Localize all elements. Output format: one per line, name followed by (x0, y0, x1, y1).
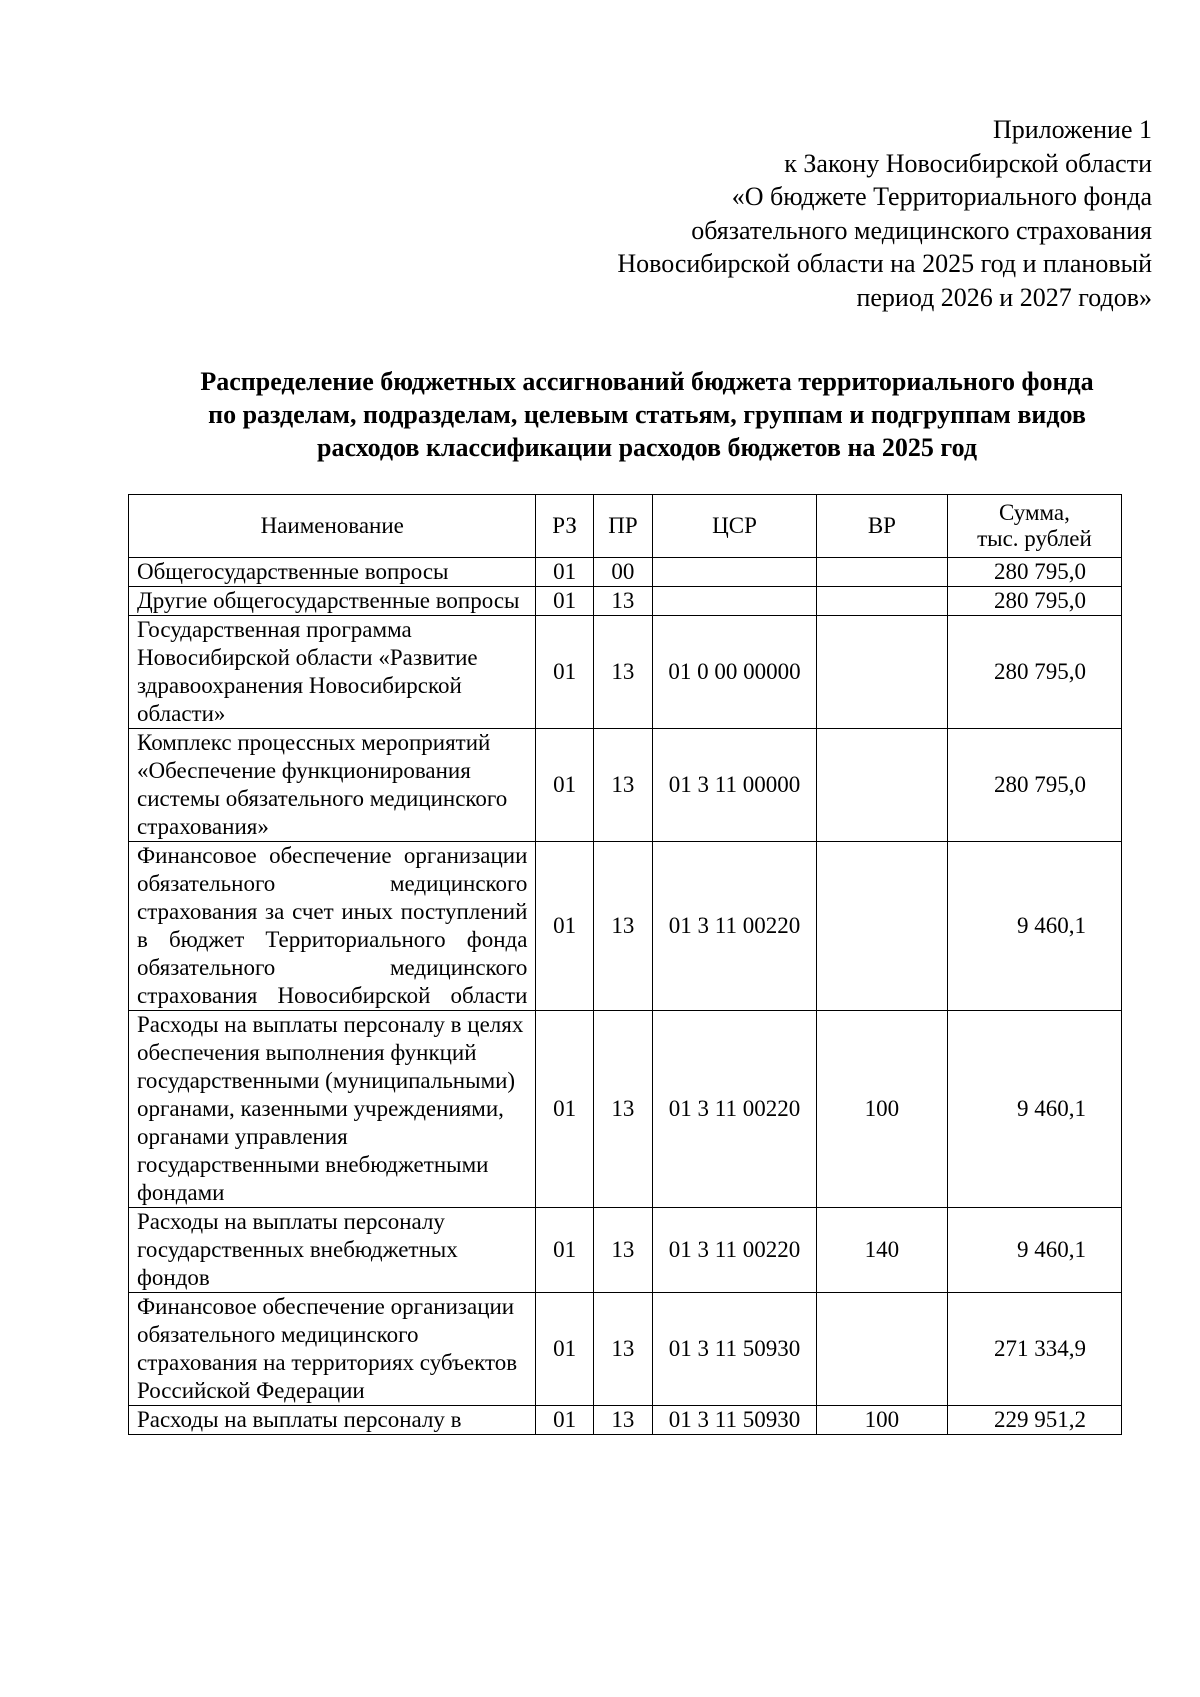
table-row (129, 1208, 1122, 1293)
appendix-header (452, 113, 1152, 314)
row-name: Финансовое обеспечение организации обязательного медицинского страхования за счет иных поступлений в бюджет Территориального фонда обязательного медицинского страхования Новосибирской области (129, 842, 536, 1011)
column-header-sum (947, 495, 1121, 558)
sum-header-line: Сумма, (999, 500, 1070, 525)
row-vr: 140 (816, 1208, 947, 1293)
row-csr (653, 558, 817, 587)
row-sum: 9 460,1 (947, 842, 1121, 1011)
row-rz: 01 (536, 1293, 593, 1406)
row-name: Расходы на выплаты персоналу в (129, 1406, 536, 1435)
row-vr (816, 558, 947, 587)
row-pr: 13 (593, 587, 652, 616)
row-pr: 13 (593, 729, 652, 842)
row-name: Другие общегосударственные вопросы (129, 587, 536, 616)
row-csr: 01 3 11 50930 (653, 1406, 817, 1435)
budget-table (128, 494, 1122, 1435)
row-sum: 280 795,0 (947, 558, 1121, 587)
table-row (129, 729, 1122, 842)
appendix-line: к Закону Новосибирской области (784, 148, 1152, 178)
row-rz: 01 (536, 1208, 593, 1293)
column-header-name: Наименование (129, 495, 536, 558)
appendix-line: Новосибирской области на 2025 год и плановый (617, 249, 1152, 278)
row-pr: 13 (593, 1208, 652, 1293)
row-csr: 01 0 00 00000 (653, 616, 817, 729)
appendix-line: Приложение 1 (992, 115, 1152, 144)
column-header-rz: РЗ (536, 495, 593, 558)
row-name: Расходы на выплаты персоналу государственных внебюджетных фондов (129, 1208, 536, 1293)
row-pr: 13 (593, 842, 652, 1011)
row-pr: 13 (593, 616, 652, 729)
sum-header-line: тыс. рублей (977, 526, 1092, 551)
table-row (129, 1011, 1122, 1208)
column-header-pr: ПР (593, 495, 652, 558)
row-pr: 00 (593, 558, 652, 587)
row-vr (816, 842, 947, 1011)
table-row (129, 587, 1122, 616)
row-vr: 100 (816, 1406, 947, 1435)
row-name: Общегосударственные вопросы (129, 558, 536, 587)
table-row (129, 558, 1122, 587)
row-sum: 229 951,2 (947, 1406, 1121, 1435)
row-vr: 100 (816, 1011, 947, 1208)
row-rz: 01 (536, 842, 593, 1011)
row-vr (816, 729, 947, 842)
title-line: расходов классификации расходов бюджетов на 2025 год (316, 433, 977, 462)
row-csr: 01 3 11 00000 (653, 729, 817, 842)
table-row (129, 1406, 1122, 1435)
row-sum: 280 795,0 (947, 616, 1121, 729)
row-name: Расходы на выплаты персоналу в целях обеспечения выполнения функций государственными (муниципальными) органами, казенными учреждениями, органами управления государственными внебюджетными фондами (129, 1011, 536, 1208)
row-rz: 01 (536, 587, 593, 616)
column-header-csr: ЦСР (653, 495, 817, 558)
row-csr: 01 3 11 50930 (653, 1293, 817, 1406)
row-sum: 9 460,1 (947, 1208, 1121, 1293)
row-name: Финансовое обеспечение организации обязательного медицинского страхования на территориях субъектов Российской Федерации (129, 1293, 536, 1406)
row-pr: 13 (593, 1293, 652, 1406)
row-csr: 01 3 11 00220 (653, 1208, 817, 1293)
row-sum: 280 795,0 (947, 729, 1121, 842)
row-name: Комплекс процессных мероприятий «Обеспечение функционирования системы обязательного медицинского страхования» (129, 729, 536, 842)
row-sum: 9 460,1 (947, 1011, 1121, 1208)
appendix-line: обязательного медицинского страхования (691, 215, 1152, 245)
title-line: по разделам, подразделам, целевым статьям, группам и подгруппам видов (208, 400, 1086, 429)
row-csr: 01 3 11 00220 (653, 1011, 817, 1208)
row-rz: 01 (536, 616, 593, 729)
appendix-line: «О бюджете Территориального фонда (731, 182, 1152, 211)
table-row (129, 616, 1122, 729)
row-sum: 280 795,0 (947, 587, 1121, 616)
title-line: Распределение бюджетных ассигнований бюджета территориального фонда (200, 367, 1094, 396)
row-pr: 13 (593, 1011, 652, 1208)
row-vr (816, 587, 947, 616)
row-vr (816, 1293, 947, 1406)
row-pr: 13 (593, 1406, 652, 1435)
table-header-row (129, 495, 1122, 558)
table-row (129, 1293, 1122, 1406)
document-title (120, 365, 1174, 464)
row-rz: 01 (536, 558, 593, 587)
row-rz: 01 (536, 729, 593, 842)
row-name: Государственная программа Новосибирской области «Развитие здравоохранения Новосибирской области» (129, 616, 536, 729)
table-row (129, 842, 1122, 1011)
row-csr (653, 587, 817, 616)
row-rz: 01 (536, 1406, 593, 1435)
row-vr (816, 616, 947, 729)
row-csr: 01 3 11 00220 (653, 842, 817, 1011)
row-rz: 01 (536, 1011, 593, 1208)
row-sum: 271 334,9 (947, 1293, 1121, 1406)
appendix-line: период 2026 и 2027 годов» (856, 282, 1152, 312)
column-header-vr: ВР (816, 495, 947, 558)
